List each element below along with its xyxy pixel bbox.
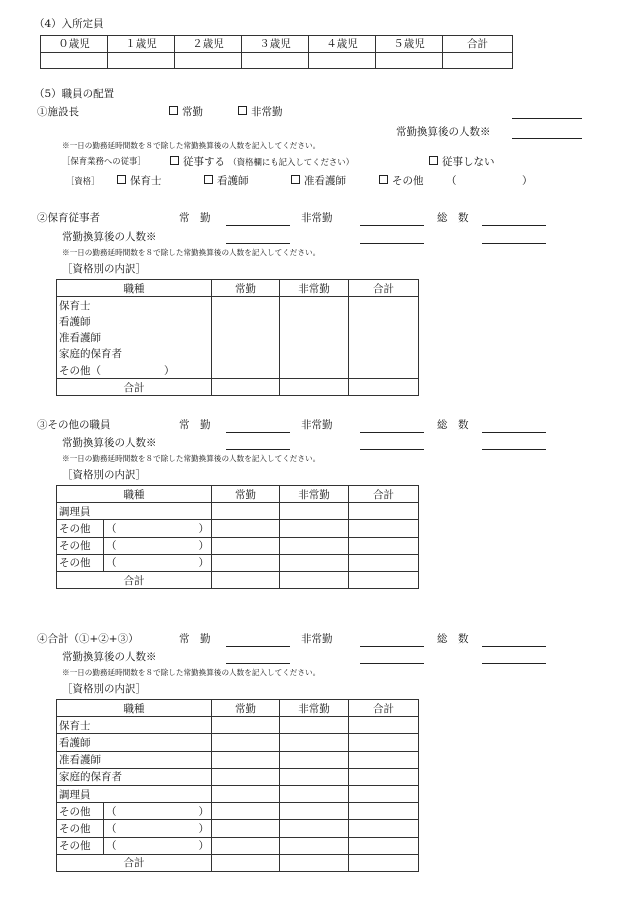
p3-fte-part-line[interactable] [360,449,424,450]
col-full: 常勤 [212,280,280,297]
enrollment-header-row [41,36,513,53]
sum-label: 合計 [57,571,212,588]
checkbox-icon [204,175,213,184]
table-row [57,803,419,820]
p4-full-label: 常 勤 [179,633,211,645]
other-spec-field[interactable]: （ ） [104,537,212,554]
qual-other-paren-close: ） [522,175,533,187]
enrollment-table [40,35,513,69]
table-row [57,837,419,854]
p4-fte-part-line[interactable] [360,663,424,664]
header-age-0: ０歳児 [41,36,108,53]
input-age-3[interactable] [242,52,309,69]
director-label: ①施設長 [37,106,79,118]
sum-label: 合計 [57,854,212,871]
full-input[interactable] [212,803,280,820]
table-row [57,768,419,785]
table-header-row [57,280,419,297]
sum-part-input[interactable] [280,379,349,396]
p3-fte-full-line[interactable] [226,449,290,450]
p4-total-label: 総 数 [437,633,469,645]
full-input[interactable] [212,820,280,837]
table-row [57,537,419,554]
row-label: 保育士 [57,297,212,314]
sum-input[interactable] [349,537,419,554]
row-label-other: その他 [57,803,104,820]
p2-part-line[interactable] [360,225,424,226]
qual-option-junkangoshi[interactable]: 准看護師 [291,175,346,187]
duty-label: ［保育業務への従事］ [62,156,146,166]
table-row [57,503,419,520]
qual-option-kangoshi[interactable]: 看護師 [204,175,249,187]
checkbox-icon [169,106,178,115]
table-sum-row [57,571,419,588]
director-note: ※一日の勤務延時間数を８で除した常勤換算後の人数を記入してください。 [62,141,321,150]
header-age-2: ２歳児 [175,36,242,53]
row-label: 家庭的保育者 [57,768,212,785]
table-row [57,554,419,571]
table-row [57,785,419,802]
row-label: 看護師 [57,734,212,751]
table-sum-row [57,854,419,871]
p4-fte-full-line[interactable] [226,663,290,664]
input-age-1[interactable] [108,52,175,69]
row-label-other: その他 [57,820,104,837]
p4-label: ④合計（①+②+③） [37,633,139,645]
full-input[interactable] [212,297,280,379]
input-age-0[interactable] [41,52,108,69]
p3-label: ③その他の職員 [37,419,111,431]
part-input[interactable] [280,785,349,802]
sum-input[interactable] [349,785,419,802]
p4-total-line[interactable] [482,646,546,647]
sum-full-input[interactable] [212,854,280,871]
p4-part-label: 非常勤 [301,633,333,645]
sum-input[interactable] [349,751,419,768]
row-label: 調理員 [57,785,212,802]
director-part-option[interactable]: 非常勤 [238,106,283,118]
sum-input[interactable] [349,837,419,854]
col-part: 非常勤 [280,280,349,297]
col-full: 常勤 [212,700,280,717]
p4-breakdown-label: ［資格別の内訳］ [62,683,146,695]
part-input[interactable] [280,297,349,379]
table-row [57,717,419,734]
p2-breakdown-table [56,279,419,396]
part-input[interactable] [280,520,349,537]
sum-input[interactable] [349,768,419,785]
table-sum-row [57,379,419,396]
sum-full-input[interactable] [212,379,280,396]
row-label: 准看護師 [57,751,212,768]
qualification-label: ［資格］ [66,176,100,186]
part-input[interactable] [280,768,349,785]
p4-fte-total-line[interactable] [482,663,546,664]
director-fte-line[interactable] [512,138,582,139]
input-age-5[interactable] [376,52,443,69]
p4-note: ※一日の勤務延時間数を８で除した常勤換算後の人数を記入してください。 [62,668,321,677]
sum-input[interactable] [349,734,419,751]
row-label: 調理員 [57,503,212,520]
p2-fte-label: 常勤換算後の人数※ [62,231,157,243]
col-job: 職種 [57,280,212,297]
col-job: 職種 [57,700,212,717]
p4-breakdown-table [56,699,419,872]
row-label-other: その他 [57,537,104,554]
table-header-row [57,486,419,503]
other-spec-field[interactable]: （ ） [104,837,212,854]
part-input[interactable] [280,717,349,734]
qual-option-other[interactable]: その他 [379,175,424,187]
full-input[interactable] [212,717,280,734]
header-age-4: ４歳児 [309,36,376,53]
p2-fte-full-line[interactable] [226,243,290,244]
row-label-other: その他 [57,554,104,571]
full-input[interactable] [212,503,280,520]
row-label: 家庭的保育者 [57,346,212,362]
p2-total-label: 総 数 [437,212,469,224]
input-age-4[interactable] [309,52,376,69]
part-input[interactable] [280,803,349,820]
checkbox-icon [238,106,247,115]
col-sum: 合計 [349,700,419,717]
table-row [57,820,419,837]
sum-input[interactable] [349,554,419,571]
p3-total-line[interactable] [482,432,546,433]
p2-total-line[interactable] [482,225,546,226]
p3-total-label: 総 数 [437,419,469,431]
header-age-5: ５歳児 [376,36,443,53]
table-row [57,734,419,751]
part-input[interactable] [280,837,349,854]
header-age-1: １歳児 [108,36,175,53]
input-age-2[interactable] [175,52,242,69]
part-input[interactable] [280,554,349,571]
sum-label: 合計 [57,379,212,396]
duty-yes-option[interactable]: 従事する （資格欄にも記入してください） [170,156,354,168]
sum-input[interactable] [349,717,419,734]
checkbox-icon [291,175,300,184]
sum-input[interactable] [349,803,419,820]
sum-sum-input[interactable] [349,854,419,871]
full-input[interactable] [212,785,280,802]
row-label: 准看護師 [57,330,212,346]
part-input[interactable] [280,751,349,768]
qual-other-paren-open: （ [446,175,457,187]
other-spec-field[interactable]: （ ） [104,803,212,820]
p2-note: ※一日の勤務延時間数を８で除した常勤換算後の人数を記入してください。 [62,248,321,257]
p3-breakdown-table [56,485,419,589]
p3-part-line[interactable] [360,432,424,433]
header-age-3: ３歳児 [242,36,309,53]
checkbox-icon [117,175,126,184]
p3-full-label: 常 勤 [179,419,211,431]
p2-fte-total-line[interactable] [482,243,546,244]
section-5-title: （5）職員の配置 [34,88,115,100]
checkbox-icon [379,175,388,184]
full-input[interactable] [212,734,280,751]
row-label-other: その他 [57,837,104,854]
p3-breakdown-label: ［資格別の内訳］ [62,469,146,481]
sum-input[interactable] [349,820,419,837]
p3-fte-label: 常勤換算後の人数※ [62,437,157,449]
table-row [57,520,419,537]
col-part: 非常勤 [280,486,349,503]
row-label-other: その他 [57,520,104,537]
p2-label: ②保育従事者 [37,212,100,224]
header-total: 合計 [443,36,513,53]
part-input[interactable] [280,820,349,837]
sum-full-input[interactable] [212,571,280,588]
p4-full-line[interactable] [226,646,290,647]
col-job: 職種 [57,486,212,503]
full-input[interactable] [212,768,280,785]
p3-full-line[interactable] [226,432,290,433]
col-sum: 合計 [349,486,419,503]
p4-fte-label: 常勤換算後の人数※ [62,651,157,663]
checkbox-icon [429,156,438,165]
p2-full-line[interactable] [226,225,290,226]
other-spec-field[interactable]: （ ） [104,520,212,537]
sum-sum-input[interactable] [349,379,419,396]
full-input[interactable] [212,537,280,554]
sum-part-input[interactable] [280,854,349,871]
qual-option-hoikushi[interactable]: 保育士 [117,175,162,187]
sum-sum-input[interactable] [349,571,419,588]
p2-fte-part-line[interactable] [360,243,424,244]
director-blank-line[interactable] [512,118,582,119]
col-full: 常勤 [212,486,280,503]
full-input[interactable] [212,520,280,537]
table-row [57,751,419,768]
part-input[interactable] [280,537,349,554]
p3-note: ※一日の勤務延時間数を８で除した常勤換算後の人数を記入してください。 [62,454,321,463]
p2-part-label: 非常勤 [301,212,333,224]
row-label: 看護師 [57,313,212,329]
director-full-option[interactable]: 常勤 [169,106,203,118]
sum-part-input[interactable] [280,571,349,588]
col-part: 非常勤 [280,700,349,717]
p3-part-label: 非常勤 [301,419,333,431]
table-header-row [57,700,419,717]
row-label: 保育士 [57,717,212,734]
full-input[interactable] [212,751,280,768]
other-spec-field[interactable]: （ ） [104,820,212,837]
row-label-other: その他（ ） [57,362,212,379]
col-sum: 合計 [349,280,419,297]
enrollment-input-row [41,52,513,69]
p4-part-line[interactable] [360,646,424,647]
director-fte-label: 常勤換算後の人数※ [396,126,491,138]
full-input[interactable] [212,837,280,854]
input-total[interactable] [443,52,513,69]
sum-input[interactable] [349,503,419,520]
section-4-title: （4）入所定員 [34,18,104,30]
part-input[interactable] [280,503,349,520]
p2-breakdown-label: ［資格別の内訳］ [62,263,146,275]
p3-fte-total-line[interactable] [482,449,546,450]
sum-input[interactable] [349,297,419,379]
full-input[interactable] [212,554,280,571]
p2-full-label: 常 勤 [179,212,211,224]
checkbox-icon [170,156,179,165]
other-spec-field[interactable]: （ ） [104,554,212,571]
part-input[interactable] [280,734,349,751]
duty-no-option[interactable]: 従事しない [429,156,495,168]
table-row [57,297,419,314]
sum-input[interactable] [349,520,419,537]
